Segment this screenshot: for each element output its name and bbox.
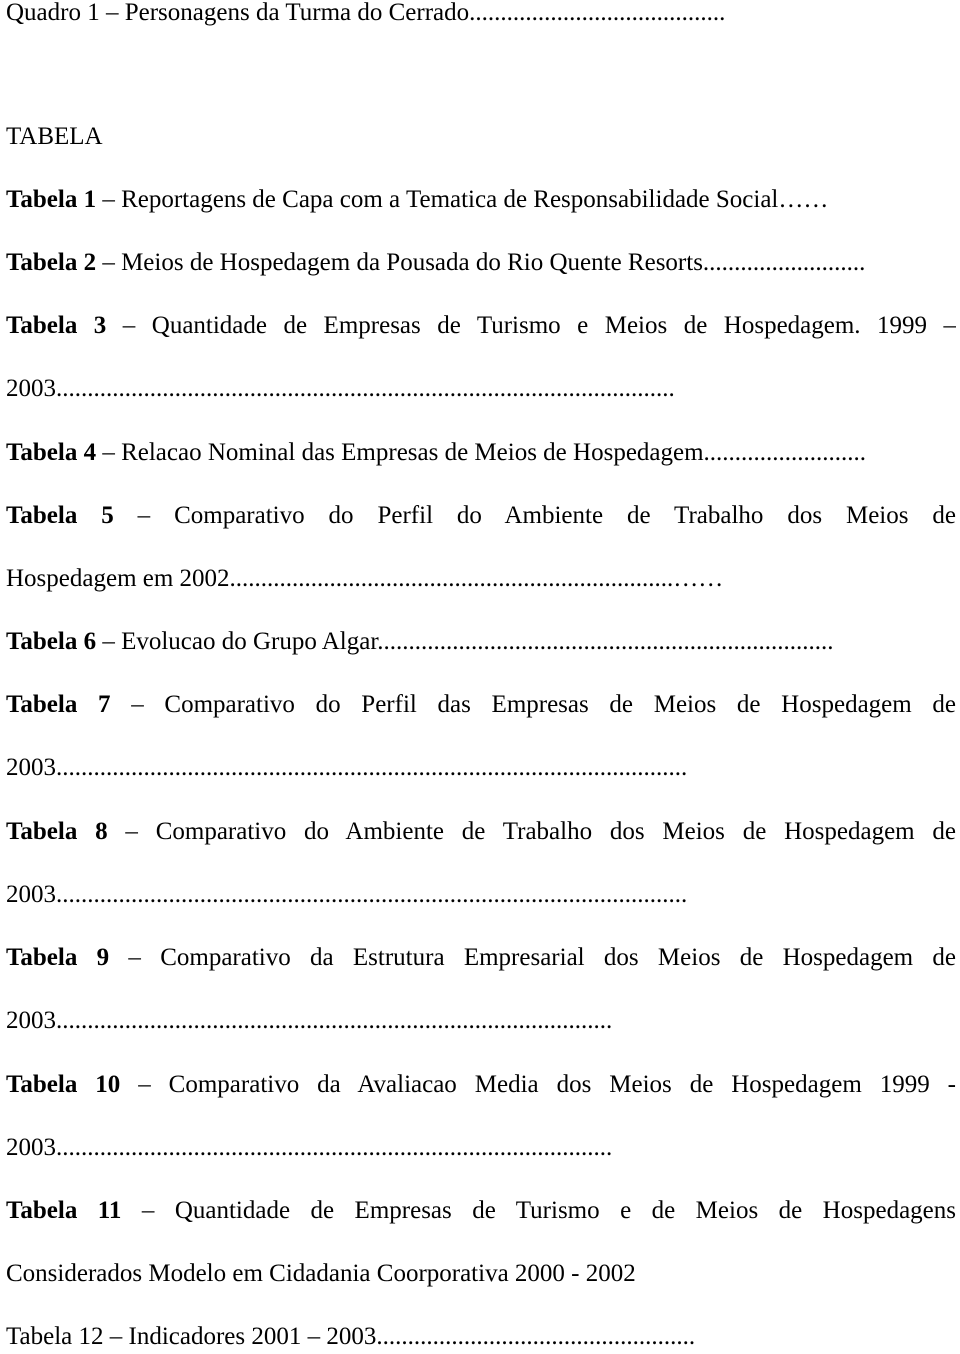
tabela-1-label: Tabela 1 [6,186,97,213]
quadro-1-entry: Quadro 1 – Personagens da Turma do Cerrado......................................... [6,0,726,26]
section-heading: TABELA [6,123,103,150]
tabela-7-continuation: 2003..................................................................................................... [6,754,688,781]
tabela-6-title: – Evolucao do Grupo Algar......................................................................... [96,628,834,655]
tabela-3-title: – Quantidade de Empresas de Turismo e Meios de Hospedagem. 1999 – [106,312,956,339]
tabela-2-title: – Meios de Hospedagem da Pousada do Rio Quente Resorts.......................... [96,249,866,276]
tabela-2-label: Tabela 2 [6,249,97,276]
tabela-4-entry [6,436,956,470]
tabela-1-title: – Reportagens de Capa com a Tematica de Responsabilidade Social…… [96,186,829,213]
tabela-3-continuation: 2003................................................................................................... [6,375,675,402]
tabela-4-title: – Relacao Nominal das Empresas de Meios de Hospedagem.......................... [96,439,867,466]
tabela-6-entry [6,625,956,659]
tabela-9-title: – Comparativo da Estrutura Empresarial dos Meios de Hospedagem de [109,944,956,971]
tabela-11-continuation: Considerados Modelo em Cidadania Coorporativa 2000 - 2002 [6,1260,636,1287]
tabela-6-label: Tabela 6 [6,628,97,655]
tabela-5-continuation: Hospedagem em 2002.......................................................................…… [6,565,724,592]
tabela-8-entry [6,815,956,849]
tabela-10-entry [6,1068,956,1102]
tabela-8-label: Tabela 8 [6,818,108,845]
tabela-5-label: Tabela 5 [6,502,114,529]
tabela-9-entry [6,941,956,975]
tabela-8-continuation: 2003..................................................................................................... [6,881,688,908]
tabela-7-title: – Comparativo do Perfil das Empresas de Meios de Hospedagem de [110,691,956,718]
tabela-5-entry [6,499,956,533]
tabela-5-title: – Comparativo do Perfil do Ambiente de Trabalho dos Meios de [113,502,956,529]
tabela-12-entry: Tabela 12 – Indicadores 2001 – 2003................................................... [6,1323,696,1350]
tabela-3-entry [6,309,956,343]
tabela-10-label: Tabela 10 [6,1071,121,1098]
tabela-11-entry [6,1194,956,1228]
tabela-1-entry [6,183,956,217]
tabela-10-title: – Comparativo da Avaliacao Media dos Meios de Hospedagem 1999 - [120,1071,956,1098]
tabela-9-continuation: 2003......................................................................................... [6,1007,613,1034]
tabela-9-label: Tabela 9 [6,944,110,971]
tabela-3-label: Tabela 3 [6,312,107,339]
tabela-11-label: Tabela 11 [6,1197,122,1224]
tabela-7-entry [6,688,956,722]
tabela-7-label: Tabela 7 [6,691,111,718]
tabela-8-title: – Comparativo do Ambiente de Trabalho dos Meios de Hospedagem de [107,818,956,845]
tabela-2-entry [6,246,956,280]
tabela-10-continuation: 2003......................................................................................... [6,1134,613,1161]
tabela-4-label: Tabela 4 [6,439,97,466]
tabela-11-title: – Quantidade de Empresas de Turismo e de Meios de Hospedagens [121,1197,956,1224]
